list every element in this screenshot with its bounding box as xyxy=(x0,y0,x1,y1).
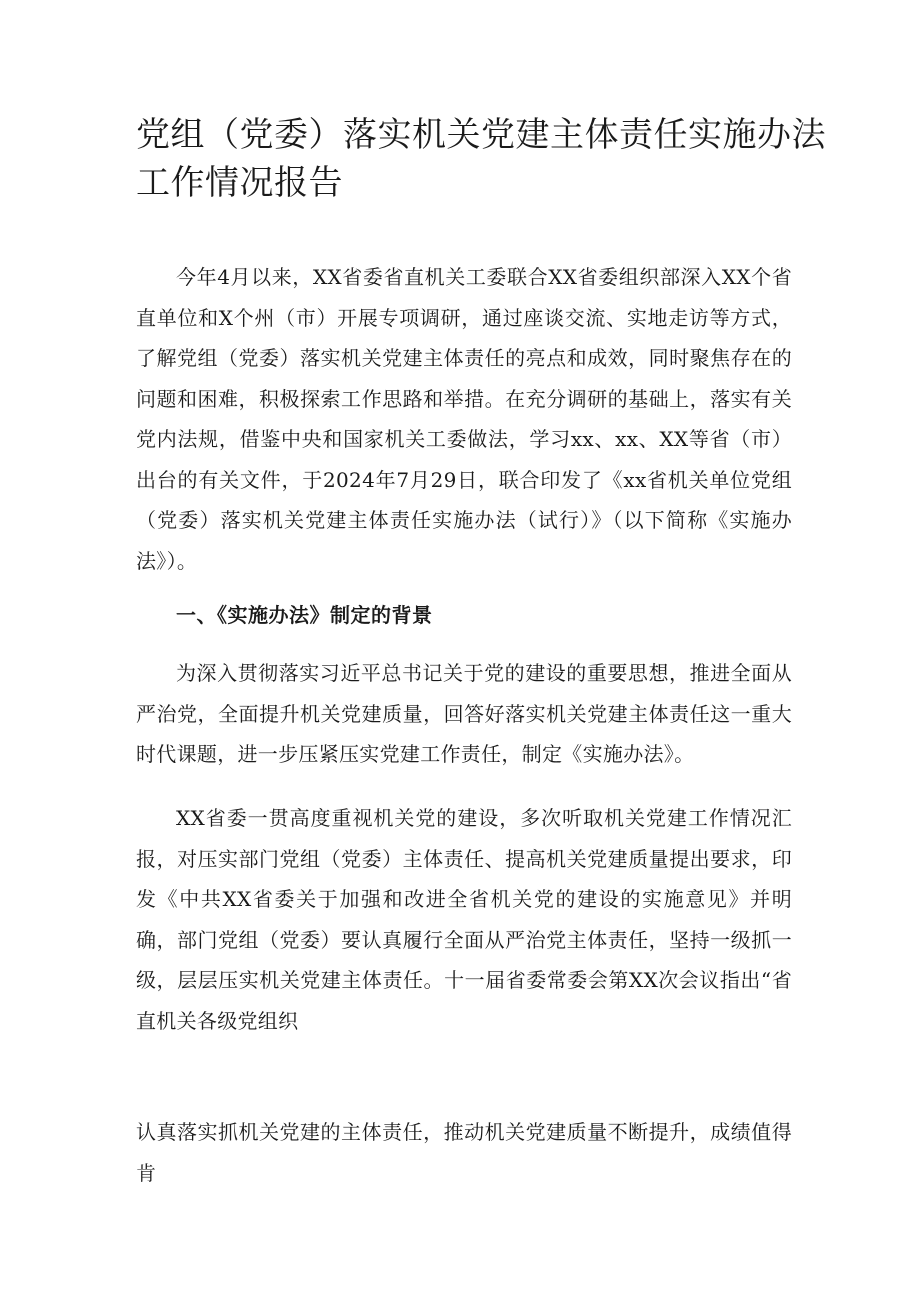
background-paragraph-1: 为深入贯彻落实习近平总书记关于党的建设的重要思想，推进全面从严治党，全面提升机关党建质量，回答好落实机关党建主体责任这一重大时代课题，进一步压紧压实党建工作责任，制定《实施办法》。 xyxy=(136,661,792,766)
document-title-line-1: 党组（党委）落实机关党建主体责任实施办法 xyxy=(136,115,826,155)
continuation-paragraph: 认真落实抓机关党建的主体责任，推动机关党建质量不断提升，成绩值得肯 xyxy=(136,1120,792,1185)
intro-paragraph: 今年4月以来，XX省委省直机关工委联合XX省委组织部深入XX个省直单位和X个州（市）开展专项调研，通过座谈交流、实地走访等方式，了解党组（党委）落实机关党建主体责任的亮点和成效，同时聚焦存在的问题和困难，积极探索工作思路和举措。在充分调研的基础上，落实有关党内法规，借鉴中央和国家机关工委做法，学习xx、xx、XX等省（市）出台的有关文件，于2024年7月29日，联合印发了《xx省机关单位党组（党委）落实机关党建主体责任实施办法（试行）》（以下简称《实施办法》）。 xyxy=(136,265,792,573)
document-title-line-2: 工作情况报告 xyxy=(136,163,343,203)
background-paragraph-2: XX省委一贯高度重视机关党的建设，多次听取机关党建工作情况汇报，对压实部门党组（党委）主体责任、提高机关党建质量提出要求，印发《中共XX省委关于加强和改进全省机关党的建设的实施意见》并明确，部门党组（党委）要认真履行全面从严治党主体责任，坚持一级抓一级，层层压实机关党建主体责任。十一届省委常委会第XX次会议指出“省直机关各级党组织 xyxy=(136,806,792,1033)
section-heading-background: 一、《实施办法》制定的背景 xyxy=(176,603,433,627)
